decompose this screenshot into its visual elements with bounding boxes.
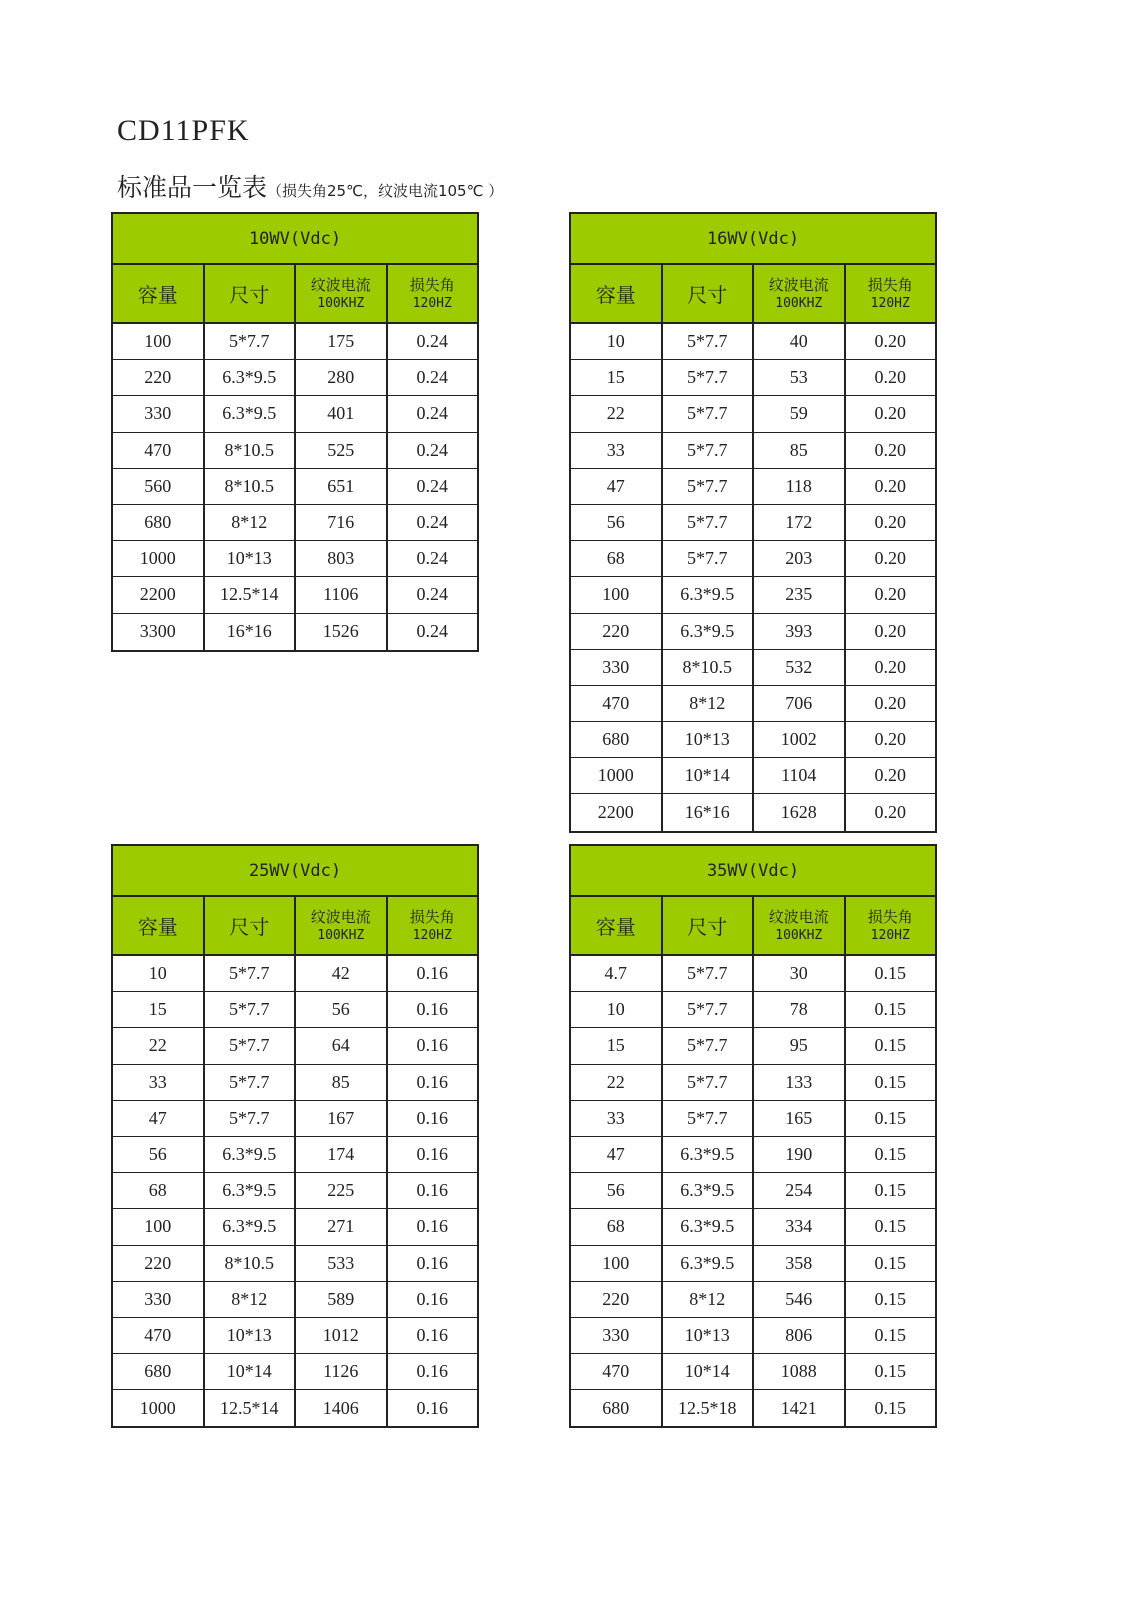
capacity-cell: 100 [571,1246,663,1281]
loss-cell: 0.15 [874,1324,906,1345]
loss-cell: 0.24 [416,584,448,605]
capacity-cell: 10 [571,324,663,359]
loss-cell: 0.20 [874,692,906,713]
subtitle-note: （损失角25℃，纹波电流105℃ ） [267,182,504,200]
size-cell: 5*7.7 [663,360,755,395]
size-cell: 8*12 [663,686,755,721]
size-cell: 6.3*9.5 [663,577,755,612]
table-row [113,324,477,360]
loss-cell: 0.16 [416,1252,448,1273]
loss-cell: 0.16 [416,963,448,984]
loss-cell: 0.15 [874,1252,906,1273]
ripple-cell: 1126 [296,1354,388,1389]
capacity-cell: 47 [113,1101,205,1136]
capacity-cell: 680 [113,505,205,540]
ripple-cell: 533 [296,1246,388,1281]
ripple-cell: 175 [296,324,388,359]
ripple-cell: 803 [296,541,388,576]
size-cell: 12.5*14 [205,1390,297,1426]
loss-cell: 0.20 [874,765,906,786]
size-cell: 5*7.7 [663,396,755,431]
size-cell: 10*13 [663,1318,755,1353]
header-ripple [754,897,846,954]
capacity-cell: 560 [113,469,205,504]
table-row [571,505,935,541]
table-row [571,1246,935,1282]
loss-cell: 0.15 [874,1397,906,1418]
capacity-cell: 330 [113,1282,205,1317]
size-cell: 8*10.5 [205,433,297,468]
capacity-cell: 680 [571,722,663,757]
loss-cell: 0.20 [874,475,906,496]
size-cell: 6.3*9.5 [205,396,297,431]
column-header-row [113,897,477,956]
capacity-cell: 2200 [113,577,205,612]
table-row [113,505,477,541]
ripple-cell: 806 [754,1318,846,1353]
loss-cell: 0.15 [874,1107,906,1128]
capacity-cell: 220 [113,360,205,395]
header-loss [388,265,478,322]
ripple-cell: 172 [754,505,846,540]
capacity-cell: 56 [571,505,663,540]
capacity-cell: 47 [571,469,663,504]
loss-cell: 0.20 [874,439,906,460]
ripple-cell: 589 [296,1282,388,1317]
table-title: 25WV(Vdc) [113,846,477,897]
loss-cell: 0.15 [874,1288,906,1309]
table-row [571,992,935,1028]
ripple-cell: 42 [296,956,388,991]
capacity-cell: 1000 [571,758,663,793]
ripple-cell: 235 [754,577,846,612]
table-row [113,956,477,992]
loss-cell: 0.20 [874,656,906,677]
size-cell: 6.3*9.5 [663,1209,755,1244]
capacity-cell: 100 [113,1209,205,1244]
table-row [113,1354,477,1390]
capacity-cell: 68 [571,541,663,576]
capacity-cell: 4.7 [571,956,663,991]
table-title: 10WV(Vdc) [113,214,477,265]
header-capacity: 容量 [113,265,205,322]
table-row [571,614,935,650]
table-row [571,577,935,613]
header-ripple-unit: 100KHZ [317,927,365,943]
size-cell: 8*12 [205,1282,297,1317]
size-cell: 5*7.7 [205,956,297,991]
ripple-cell: 190 [754,1137,846,1172]
capacity-cell: 470 [113,1318,205,1353]
ripple-cell: 203 [754,541,846,576]
loss-cell: 0.15 [874,1361,906,1382]
header-size: 尺寸 [663,265,755,322]
ripple-cell: 165 [754,1101,846,1136]
page-title: CD11PFK [117,114,250,147]
ripple-cell: 59 [754,396,846,431]
header-loss [388,897,478,954]
size-cell: 12.5*18 [663,1390,755,1426]
table-35wv [569,844,937,1428]
column-header-row [571,265,935,324]
capacity-cell: 100 [571,577,663,612]
header-loss [846,897,936,954]
size-cell: 8*10.5 [205,1246,297,1281]
size-cell: 8*10.5 [663,650,755,685]
table-row [571,541,935,577]
table-row [113,1390,477,1426]
size-cell: 5*7.7 [663,433,755,468]
size-cell: 10*13 [205,541,297,576]
capacity-cell: 470 [113,433,205,468]
size-cell: 5*7.7 [663,1101,755,1136]
table-row [571,686,935,722]
table-row [571,722,935,758]
ripple-cell: 532 [754,650,846,685]
loss-cell: 0.16 [416,1035,448,1056]
loss-cell: 0.24 [416,367,448,388]
ripple-cell: 401 [296,396,388,431]
header-loss-label: 损失角 [867,275,913,294]
capacity-cell: 680 [571,1390,663,1426]
ripple-cell: 174 [296,1137,388,1172]
header-ripple-unit: 100KHZ [775,927,823,943]
size-cell: 6.3*9.5 [205,1209,297,1244]
table-row [571,396,935,432]
header-loss [846,265,936,322]
table-row [113,614,477,650]
size-cell: 6.3*9.5 [205,360,297,395]
ripple-cell: 40 [754,324,846,359]
capacity-cell: 33 [571,1101,663,1136]
capacity-cell: 15 [571,360,663,395]
size-cell: 6.3*9.5 [205,1173,297,1208]
capacity-cell: 330 [571,650,663,685]
capacity-cell: 3300 [113,614,205,650]
table-row [571,433,935,469]
size-cell: 10*14 [663,1354,755,1389]
table-row [113,577,477,613]
header-ripple-unit: 100KHZ [317,295,365,311]
ripple-cell: 30 [754,956,846,991]
header-loss-unit: 120HZ [412,927,452,943]
capacity-cell: 220 [571,1282,663,1317]
table-row [113,1173,477,1209]
ripple-cell: 1012 [296,1318,388,1353]
table-row [113,1137,477,1173]
header-size: 尺寸 [205,897,297,954]
loss-cell: 0.20 [874,620,906,641]
size-cell: 10*13 [663,722,755,757]
loss-cell: 0.20 [874,512,906,533]
loss-cell: 0.16 [416,999,448,1020]
loss-cell: 0.20 [874,548,906,569]
ripple-cell: 53 [754,360,846,395]
loss-cell: 0.20 [874,802,906,823]
ripple-cell: 716 [296,505,388,540]
table-row [113,1246,477,1282]
size-cell: 5*7.7 [205,1101,297,1136]
table-title: 35WV(Vdc) [571,846,935,897]
capacity-cell: 2200 [571,794,663,830]
capacity-cell: 68 [113,1173,205,1208]
ripple-cell: 1526 [296,614,388,650]
ripple-cell: 167 [296,1101,388,1136]
header-ripple-label: 纹波电流 [310,275,371,294]
table-row [113,992,477,1028]
capacity-cell: 470 [571,1354,663,1389]
loss-cell: 0.15 [874,1144,906,1165]
size-cell: 5*7.7 [205,992,297,1027]
ripple-cell: 85 [296,1065,388,1100]
loss-cell: 0.16 [416,1071,448,1092]
loss-cell: 0.15 [874,999,906,1020]
size-cell: 6.3*9.5 [663,1137,755,1172]
column-header-row [571,897,935,956]
capacity-cell: 1000 [113,1390,205,1426]
ripple-cell: 271 [296,1209,388,1244]
loss-cell: 0.24 [416,621,448,642]
loss-cell: 0.16 [416,1361,448,1382]
header-loss-label: 损失角 [409,275,455,294]
loss-cell: 0.20 [874,367,906,388]
header-loss-unit: 120HZ [412,295,452,311]
size-cell: 5*7.7 [663,1028,755,1063]
size-cell: 10*14 [205,1354,297,1389]
loss-cell: 0.20 [874,584,906,605]
loss-cell: 0.24 [416,512,448,533]
column-header-row [113,265,477,324]
loss-cell: 0.20 [874,331,906,352]
table-row [113,360,477,396]
header-ripple-unit: 100KHZ [775,295,823,311]
size-cell: 5*7.7 [663,992,755,1027]
ripple-cell: 525 [296,433,388,468]
capacity-cell: 15 [113,992,205,1027]
capacity-cell: 47 [571,1137,663,1172]
capacity-cell: 100 [113,324,205,359]
size-cell: 16*16 [663,794,755,830]
ripple-cell: 85 [754,433,846,468]
loss-cell: 0.20 [874,729,906,750]
table-row [571,956,935,992]
table-16wv [569,212,937,833]
header-ripple-label: 纹波电流 [768,907,829,926]
capacity-cell: 330 [571,1318,663,1353]
table-row [571,1065,935,1101]
table-title: 16WV(Vdc) [571,214,935,265]
table-row [113,1318,477,1354]
page-subtitle [117,168,503,204]
table-row [113,433,477,469]
loss-cell: 0.15 [874,1071,906,1092]
table-row [571,650,935,686]
capacity-cell: 1000 [113,541,205,576]
table-row [571,1282,935,1318]
header-size: 尺寸 [663,897,755,954]
ripple-cell: 358 [754,1246,846,1281]
ripple-cell: 1406 [296,1390,388,1426]
ripple-cell: 118 [754,469,846,504]
loss-cell: 0.24 [416,548,448,569]
header-capacity: 容量 [571,897,663,954]
ripple-cell: 225 [296,1173,388,1208]
loss-cell: 0.16 [416,1107,448,1128]
size-cell: 5*7.7 [205,1028,297,1063]
table-row [571,1390,935,1426]
size-cell: 8*12 [205,505,297,540]
loss-cell: 0.24 [416,403,448,424]
table-row [113,1282,477,1318]
ripple-cell: 133 [754,1065,846,1100]
loss-cell: 0.15 [874,963,906,984]
ripple-cell: 1088 [754,1354,846,1389]
header-ripple [296,897,388,954]
header-capacity: 容量 [571,265,663,322]
loss-cell: 0.16 [416,1324,448,1345]
size-cell: 5*7.7 [663,469,755,504]
ripple-cell: 546 [754,1282,846,1317]
size-cell: 10*13 [205,1318,297,1353]
size-cell: 12.5*14 [205,577,297,612]
loss-cell: 0.15 [874,1035,906,1056]
capacity-cell: 15 [571,1028,663,1063]
ripple-cell: 280 [296,360,388,395]
table-row [571,1173,935,1209]
capacity-cell: 10 [571,992,663,1027]
ripple-cell: 254 [754,1173,846,1208]
table-row [571,1318,935,1354]
capacity-cell: 33 [113,1065,205,1100]
size-cell: 6.3*9.5 [663,614,755,649]
capacity-cell: 22 [571,1065,663,1100]
ripple-cell: 64 [296,1028,388,1063]
header-loss-label: 损失角 [867,907,913,926]
loss-cell: 0.16 [416,1397,448,1418]
ripple-cell: 1628 [754,794,846,830]
size-cell: 5*7.7 [663,324,755,359]
table-row [113,1209,477,1245]
table-row [113,541,477,577]
capacity-cell: 22 [571,396,663,431]
loss-cell: 0.24 [416,475,448,496]
table-row [571,758,935,794]
table-row [571,1101,935,1137]
loss-cell: 0.16 [416,1216,448,1237]
loss-cell: 0.20 [874,403,906,424]
capacity-cell: 330 [113,396,205,431]
size-cell: 6.3*9.5 [205,1137,297,1172]
loss-cell: 0.15 [874,1180,906,1201]
table-10wv [111,212,479,652]
table-row [113,469,477,505]
table-row [571,1137,935,1173]
ripple-cell: 78 [754,992,846,1027]
loss-cell: 0.16 [416,1144,448,1165]
size-cell: 6.3*9.5 [663,1246,755,1281]
capacity-cell: 56 [571,1173,663,1208]
ripple-cell: 95 [754,1028,846,1063]
ripple-cell: 393 [754,614,846,649]
capacity-cell: 680 [113,1354,205,1389]
ripple-cell: 1002 [754,722,846,757]
table-row [113,396,477,432]
capacity-cell: 33 [571,433,663,468]
table-row [113,1028,477,1064]
header-capacity: 容量 [113,897,205,954]
table-row [571,1354,935,1390]
ripple-cell: 1421 [754,1390,846,1426]
capacity-cell: 220 [113,1246,205,1281]
size-cell: 6.3*9.5 [663,1173,755,1208]
table-row [571,794,935,830]
size-cell: 5*7.7 [663,505,755,540]
ripple-cell: 334 [754,1209,846,1244]
size-cell: 10*14 [663,758,755,793]
table-row [571,469,935,505]
table-row [571,1028,935,1064]
capacity-cell: 10 [113,956,205,991]
capacity-cell: 470 [571,686,663,721]
header-ripple [754,265,846,322]
loss-cell: 0.15 [874,1216,906,1237]
header-size: 尺寸 [205,265,297,322]
size-cell: 5*7.7 [663,956,755,991]
loss-cell: 0.16 [416,1288,448,1309]
ripple-cell: 706 [754,686,846,721]
table-row [571,324,935,360]
subtitle-main: 标准品一览表 [117,173,268,202]
capacity-cell: 220 [571,614,663,649]
size-cell: 5*7.7 [663,1065,755,1100]
table-row [571,360,935,396]
ripple-cell: 1104 [754,758,846,793]
size-cell: 8*12 [663,1282,755,1317]
header-ripple-label: 纹波电流 [768,275,829,294]
capacity-cell: 22 [113,1028,205,1063]
capacity-cell: 56 [113,1137,205,1172]
size-cell: 5*7.7 [205,324,297,359]
ripple-cell: 56 [296,992,388,1027]
ripple-cell: 1106 [296,577,388,612]
header-loss-label: 损失角 [409,907,455,926]
loss-cell: 0.24 [416,331,448,352]
ripple-cell: 651 [296,469,388,504]
size-cell: 5*7.7 [205,1065,297,1100]
header-loss-unit: 120HZ [870,295,910,311]
header-ripple [296,265,388,322]
capacity-cell: 68 [571,1209,663,1244]
table-row [113,1065,477,1101]
loss-cell: 0.24 [416,439,448,460]
table-25wv [111,844,479,1428]
size-cell: 8*10.5 [205,469,297,504]
loss-cell: 0.16 [416,1180,448,1201]
table-row [113,1101,477,1137]
header-ripple-label: 纹波电流 [310,907,371,926]
size-cell: 16*16 [205,614,297,650]
header-loss-unit: 120HZ [870,927,910,943]
size-cell: 5*7.7 [663,541,755,576]
table-row [571,1209,935,1245]
